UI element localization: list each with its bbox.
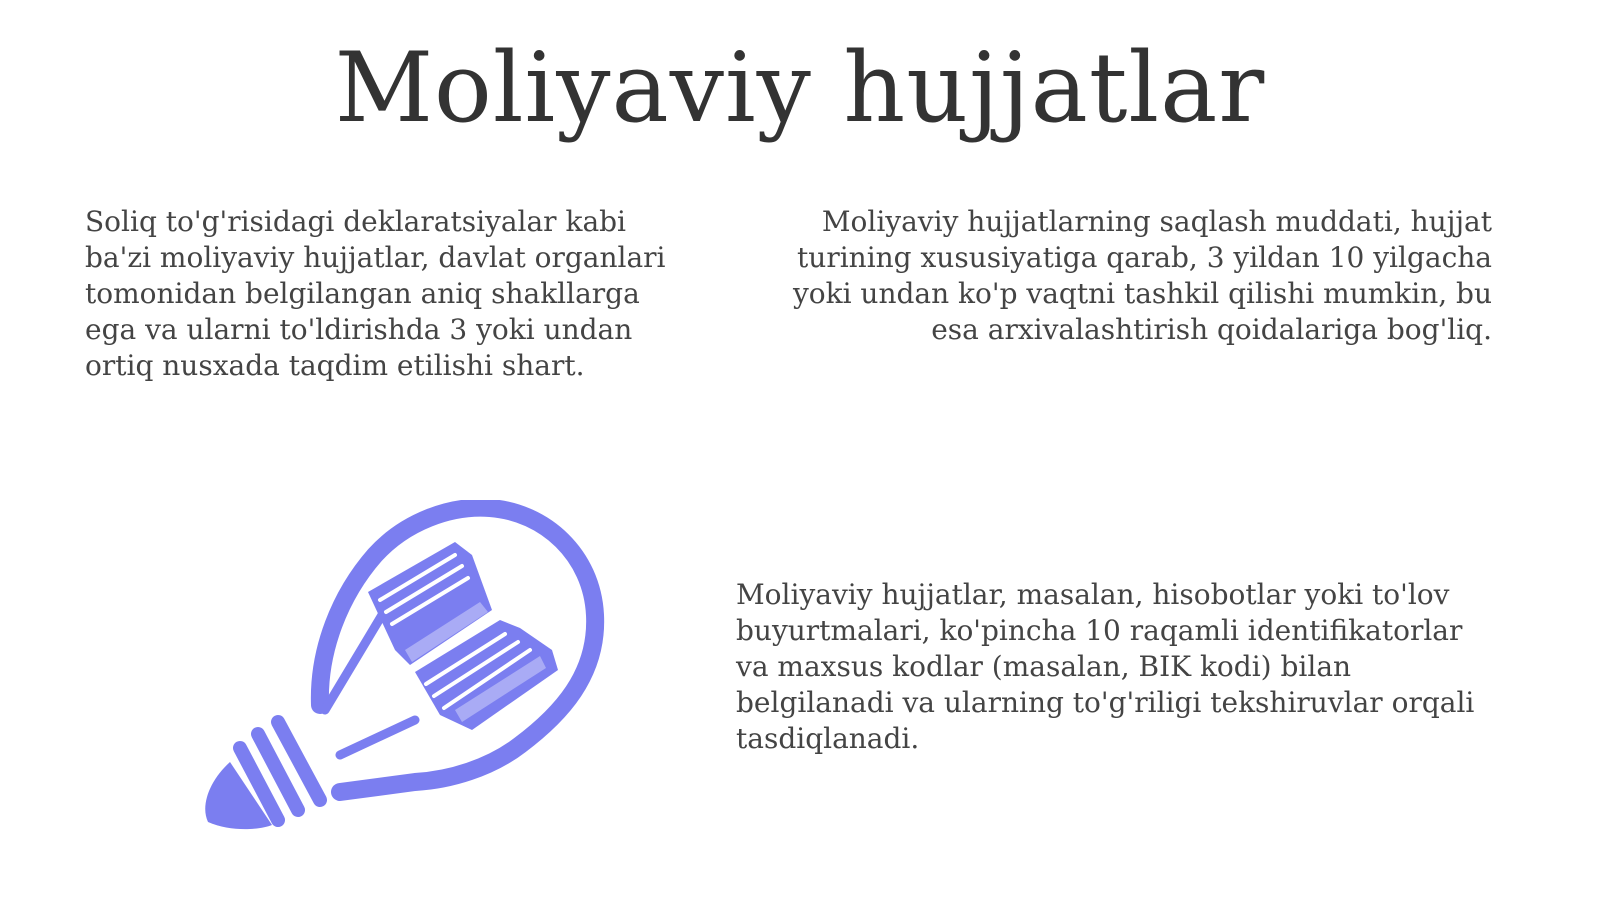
paragraph-left: Soliq to'g'risidagi deklaratsiyalar kabi ba'zi moliyaviy hujjatlar, davlat organlari tomonidan belgilangan aniq shakllarga ega va ularni to'ldirishda 3 yoki undan ortiq nusxada taqdim etilishi shart. bbox=[85, 205, 666, 382]
slide-title: Moliyaviy hujjatlar bbox=[334, 32, 1266, 144]
lightbulb-book-icon bbox=[200, 500, 630, 850]
paragraph-bottom: Moliyaviy hujjatlar, masalan, hisobotlar yoki to'lov buyurtmalari, ko'pincha 10 raqamli identifikatorlar va maxsus kodlar (masalan, BIK kodi) bilan belgilanadi va ularning to'g'riligi tekshiruvlar orqali tasdiqlanadi. bbox=[736, 578, 1475, 755]
paragraph-right: Moliyaviy hujjatlarning saqlash muddati, hujjat turining xususiyatiga qarab, 3 yildan 10 yilgacha yoki undan ko'p vaqtni tashkil qilishi mumkin, bu esa arxivalashtirish qoidalariga bog'liq. bbox=[792, 205, 1492, 346]
